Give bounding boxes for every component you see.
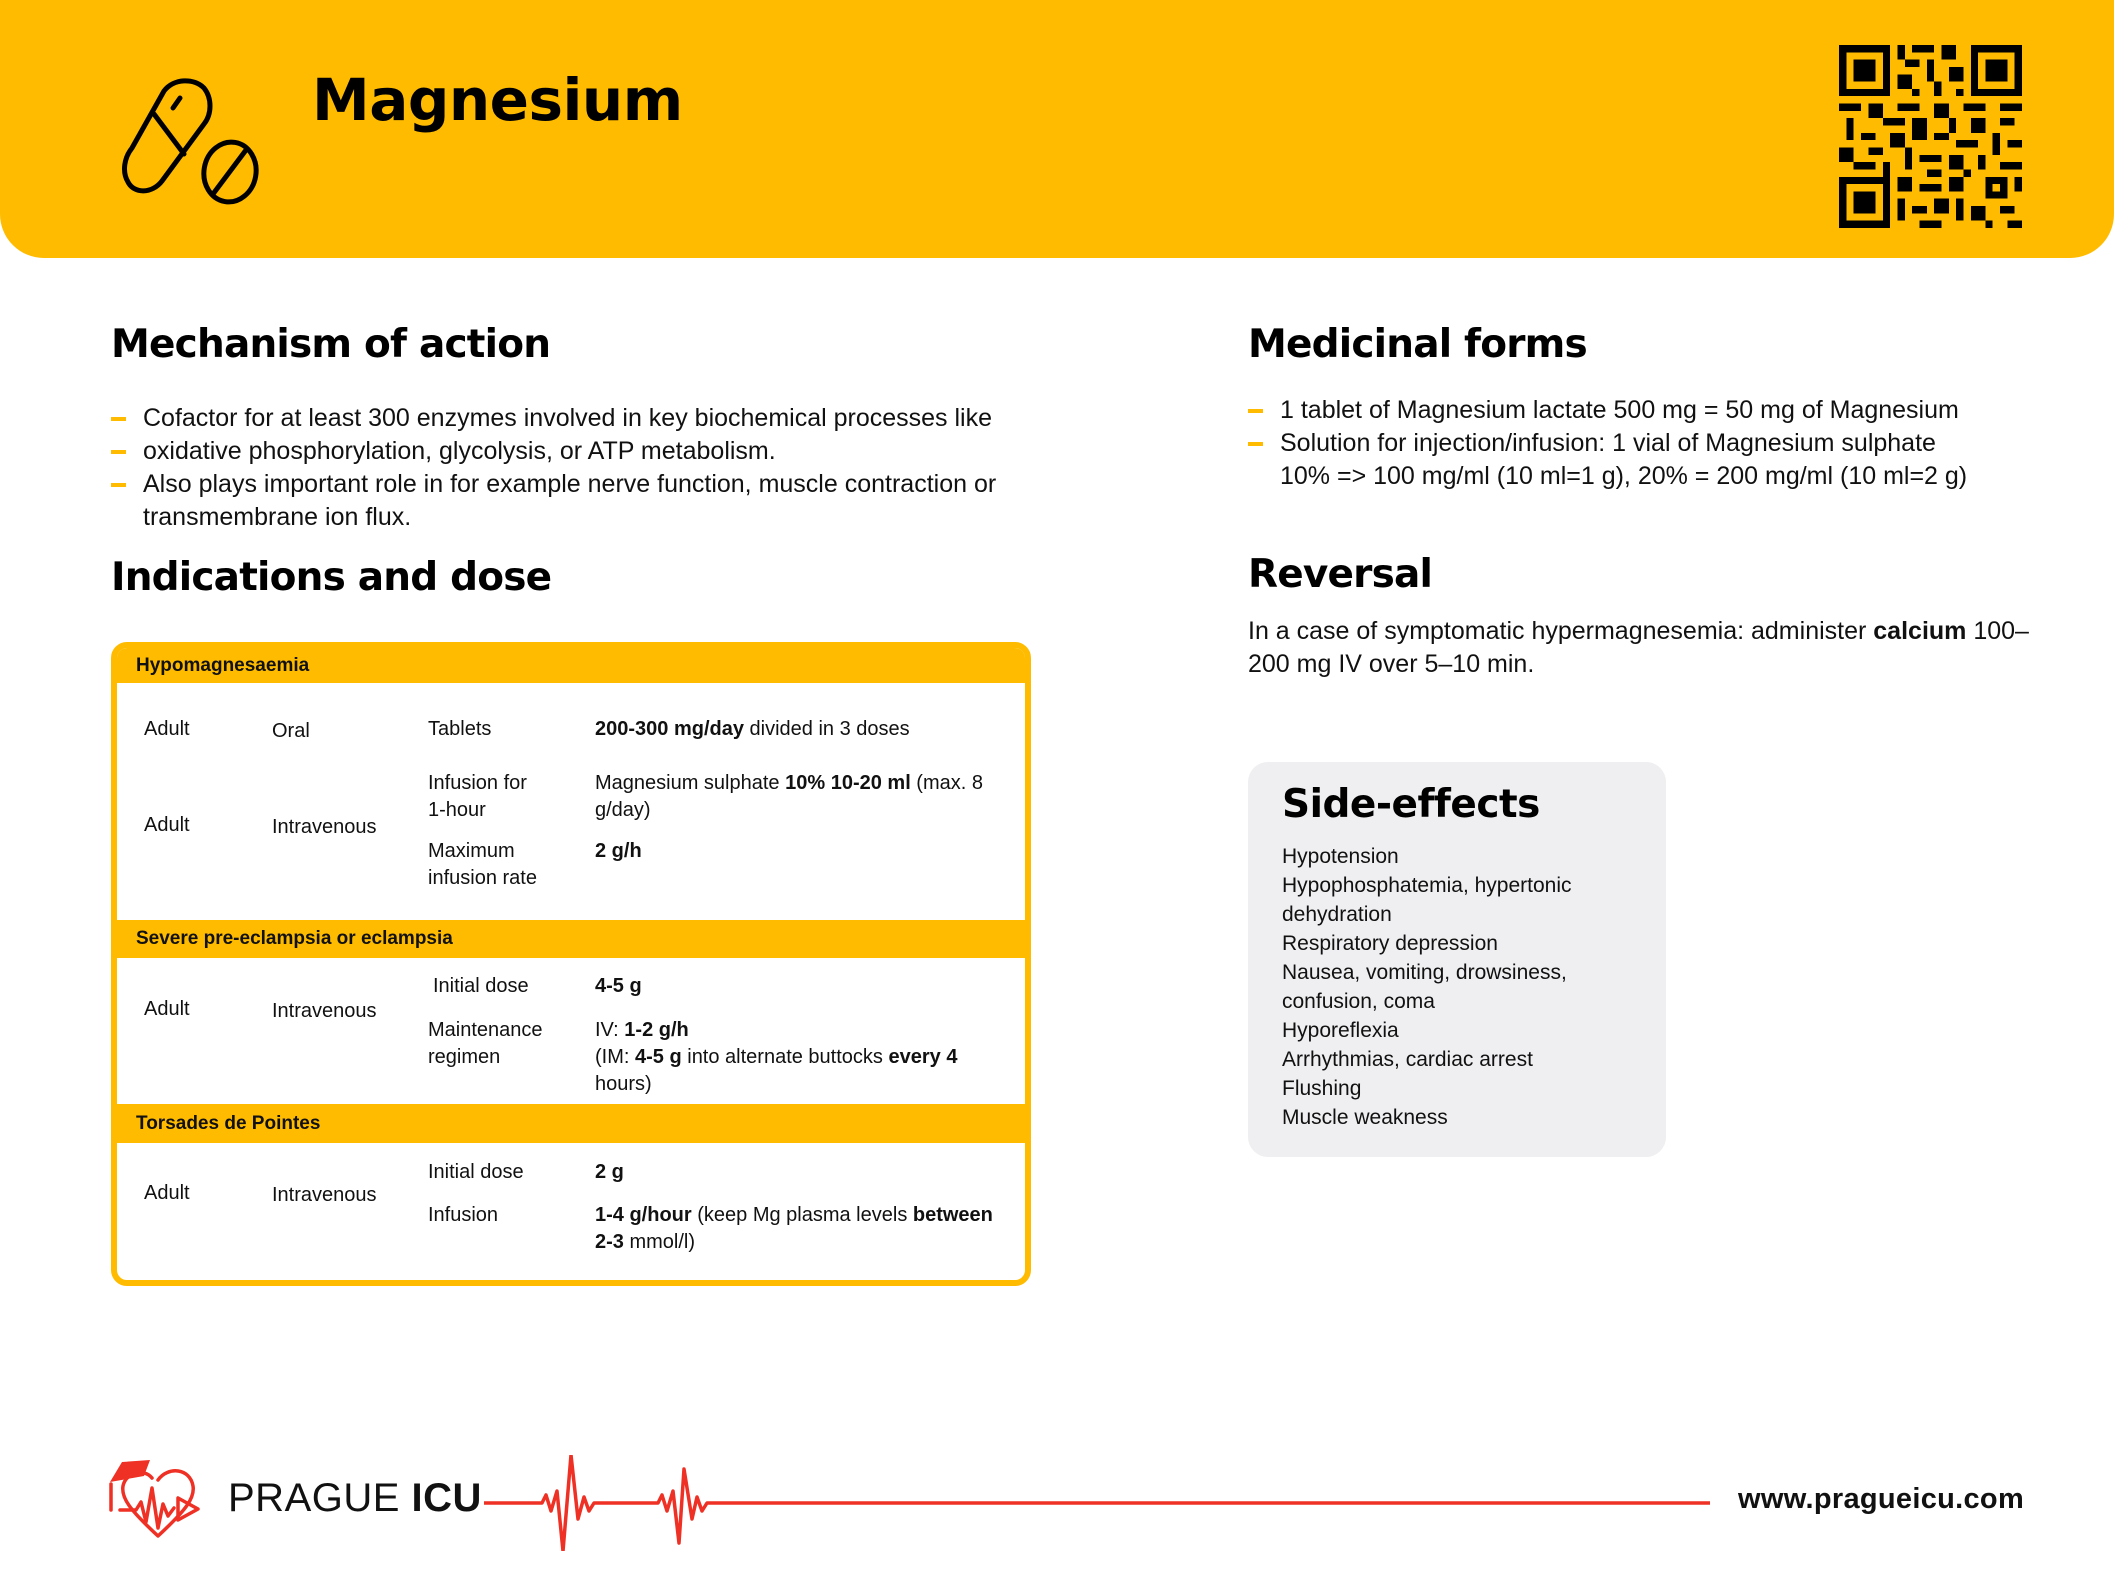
list-item: Arrhythmias, cardiac arrest <box>1282 1048 1533 1071</box>
form-cell: Infusion <box>428 1204 499 1226</box>
dose-cell: 4-5 g <box>595 975 642 997</box>
route-cell: Intravenous <box>272 816 377 838</box>
dose-cell: Magnesium sulphate 10% 10-20 ml (max. 8 g/day) <box>595 772 983 821</box>
form-cell: Maintenance regimen <box>428 1019 543 1068</box>
list-item: 1 tablet of Magnesium lactate 500 mg = 50 mg of Magnesium <box>1248 394 2078 427</box>
list-item: dehydration <box>1282 903 1392 926</box>
list-item: 10% => 100 mg/ml (10 ml=1 g), 20% = 200 mg/ml (10 ml=2 g) <box>1280 462 1968 490</box>
form-cell: Infusion for 1-hour <box>428 772 527 821</box>
list-item: Cofactor for at least 300 enzymes involved in key biochemical processes like <box>111 402 1111 435</box>
patient-cell: Adult <box>144 1182 190 1204</box>
brand-name: PRAGUE ICU <box>228 1476 482 1520</box>
header-banner <box>0 0 2114 258</box>
patient-cell: Adult <box>144 998 190 1020</box>
form-cell: Maximum infusion rate <box>428 840 537 889</box>
list-item: Hypotension <box>1282 845 1399 868</box>
reversal-heading: Reversal <box>1248 552 1433 597</box>
ecg-line-icon <box>484 1455 1710 1551</box>
side-effects-box <box>1248 762 1666 1157</box>
side-effects-heading: Side-effects <box>1282 782 1540 827</box>
list-item: Muscle weakness <box>1282 1106 1448 1129</box>
section-header-eclampsia: Severe pre-eclampsia or eclampsia <box>117 920 1025 958</box>
indications-heading: Indications and dose <box>111 555 552 600</box>
prague-icu-logo-icon[interactable] <box>108 1458 213 1540</box>
list-item: Solution for injection/infusion: 1 vial of Magnesium sulphate <box>1248 427 2078 460</box>
medicinal-forms-heading: Medicinal forms <box>1248 322 1587 367</box>
list-item: Nausea, vomiting, drowsiness, <box>1282 961 1567 984</box>
route-cell: Oral <box>272 720 310 742</box>
list-item: Hyporeflexia <box>1282 1019 1399 1042</box>
dose-cell: 2 g <box>595 1161 624 1183</box>
list-item: Also plays important role in for example nerve function, muscle contraction or <box>111 468 1111 501</box>
page-title: Magnesium <box>312 66 683 134</box>
list-item: transmembrane ion flux. <box>143 503 412 531</box>
website-link[interactable]: www.pragueicu.com <box>1738 1483 2025 1515</box>
route-cell: Intravenous <box>272 1184 377 1206</box>
form-cell: Initial dose <box>433 975 529 997</box>
qr-code-icon[interactable] <box>1839 45 2022 228</box>
dose-cell: 200-300 mg/day divided in 3 doses <box>595 718 910 740</box>
list-item: Flushing <box>1282 1077 1362 1100</box>
section-header-hypomagnesaemia: Hypomagnesaemia <box>117 648 1025 683</box>
list-item: oxidative phosphorylation, glycolysis, or ATP metabolism. <box>111 435 1111 468</box>
mechanism-list <box>111 402 1111 534</box>
mechanism-heading: Mechanism of action <box>111 322 551 367</box>
dose-cell: 2 g/h <box>595 840 642 862</box>
side-effects-list <box>1282 842 1572 1132</box>
reversal-text: In a case of symptomatic hypermagnesemia: administer calcium 100–200 mg IV over 5–10 min. <box>1248 617 2029 678</box>
dose-table <box>111 642 1031 1286</box>
list-item: Respiratory depression <box>1282 932 1498 955</box>
patient-cell: Adult <box>144 718 190 740</box>
list-item: Hypophosphatemia, hypertonic <box>1282 874 1572 897</box>
section-header-torsades: Torsades de Pointes <box>117 1104 1025 1143</box>
medicinal-forms-list <box>1248 394 2078 493</box>
form-cell: Initial dose <box>428 1161 524 1183</box>
route-cell: Intravenous <box>272 1000 377 1022</box>
patient-cell: Adult <box>144 814 190 836</box>
form-cell: Tablets <box>428 718 492 740</box>
list-item: confusion, coma <box>1282 990 1435 1013</box>
pill-capsule-icon <box>118 72 268 212</box>
dose-cell: 1-4 g/hour (keep Mg plasma levels between 2-3 mmol/l) <box>595 1204 993 1253</box>
dose-cell: IV: 1-2 g/h (IM: 4-5 g into alternate buttocks every 4 hours) <box>595 1019 958 1095</box>
